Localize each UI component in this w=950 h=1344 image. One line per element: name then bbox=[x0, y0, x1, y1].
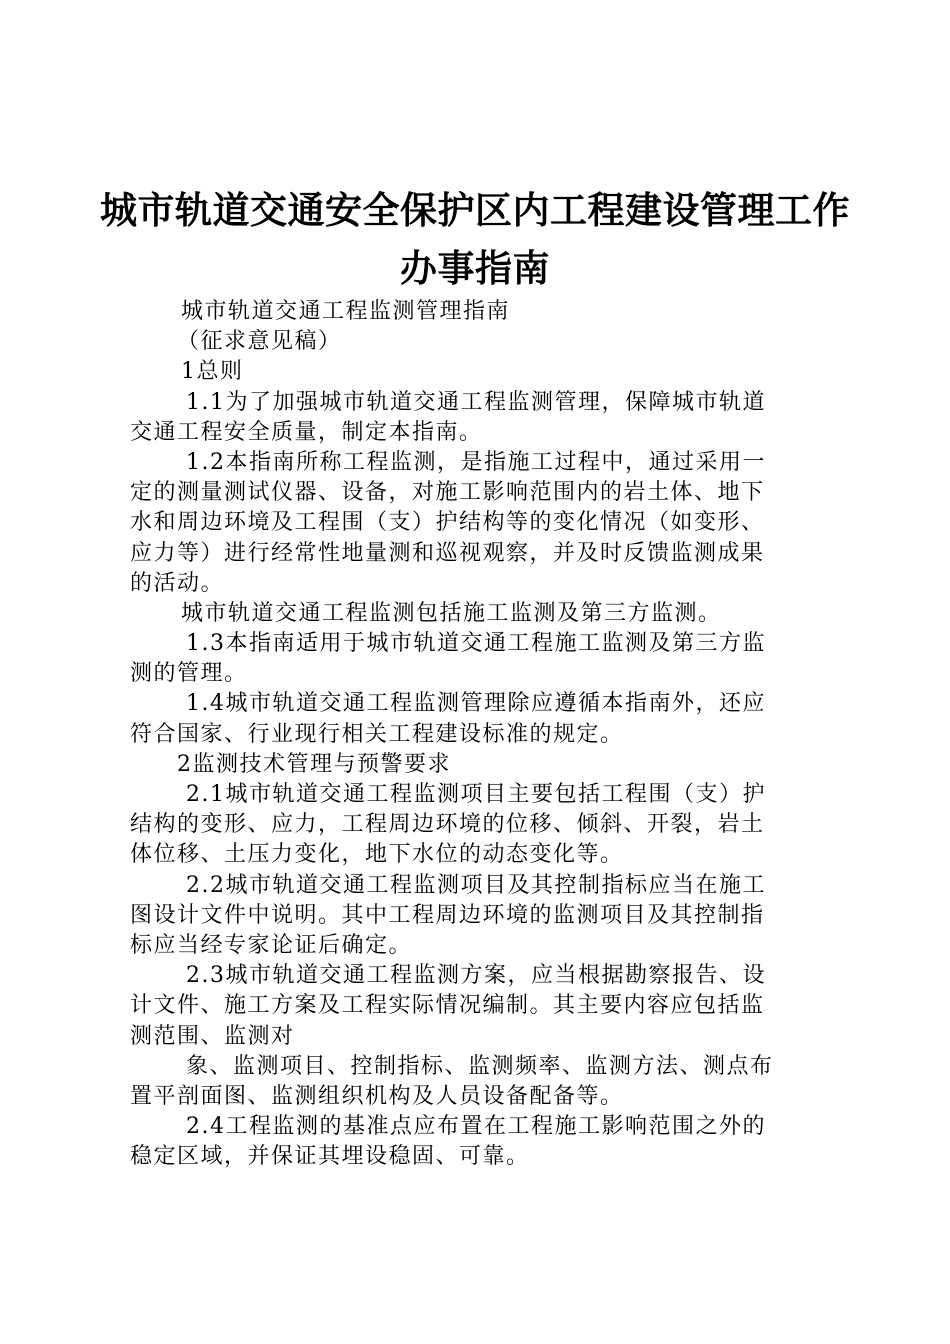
paragraph-line: 置平剖面图、监测组织机构及人员设备配备等。 bbox=[130, 1083, 624, 1109]
paragraph-line: 1.2本指南所称工程监测，是指施工过程中，通过采用一 bbox=[186, 449, 766, 475]
paragraph-line: 1.4城市轨道交通工程监测管理除应遵循本指南外，还应 bbox=[186, 691, 766, 717]
paragraph-line: 交通工程安全质量，制定本指南。 bbox=[130, 419, 483, 445]
paragraph-line: 1.1为了加强城市轨道交通工程监测管理，保障城市轨道 bbox=[186, 389, 766, 415]
paragraph-line: 城市轨道交通工程监测包括施工监测及第三方监测。 bbox=[181, 600, 722, 626]
paragraph-line: 2.1城市轨道交通工程监测项目主要包括工程围（支）护 bbox=[186, 782, 766, 807]
paragraph-line: 图设计文件中说明。其中工程周边环境的监测项目及其控制指 bbox=[130, 902, 765, 928]
paragraph-line: 测范围、监测对 bbox=[130, 1023, 295, 1049]
paragraph-line: 计文件、施工方案及工程实际情况编制。其主要内容应包括监 bbox=[130, 993, 765, 1019]
paragraph-line: 2.4工程监测的基准点应布置在工程施工影响范围之外的 bbox=[186, 1114, 766, 1140]
document-title-line-1: 城市轨道交通安全保护区内工程建设管理工作 bbox=[100, 189, 850, 232]
document-subtitle: 城市轨道交通工程监测管理指南 bbox=[181, 299, 511, 324]
paragraph-line: 体位移、土压力变化，地下水位的动态变化等。 bbox=[130, 842, 624, 868]
paragraph-line: 2.3城市轨道交通工程监测方案，应当根据勘察报告、设 bbox=[186, 963, 766, 989]
paragraph-line: 水和周边环境及工程围（支）护结构等的变化情况（如变形、 bbox=[130, 510, 765, 536]
paragraph-line: 符合国家、行业现行相关工程建设标准的规定。 bbox=[130, 721, 624, 747]
paragraph-line: 的活动。 bbox=[130, 570, 225, 596]
paragraph-line: 稳定区域，并保证其埋设稳固、可靠。 bbox=[130, 1144, 530, 1170]
draft-note: （征求意见稿） bbox=[177, 329, 342, 355]
paragraph-line: 标应当经专家论证后确定。 bbox=[130, 932, 413, 958]
document-body bbox=[130, 297, 830, 1172]
paragraph-line: 测的管理。 bbox=[130, 661, 248, 687]
paragraph-line: 结构的变形、应力，工程周边环境的位移、倾斜、开裂，岩土 bbox=[130, 812, 765, 838]
paragraph-line: 定的测量测试仪器、设备，对施工影响范围内的岩土体、地下 bbox=[130, 480, 765, 506]
paragraph-line: 2.2城市轨道交通工程监测项目及其控制指标应当在施工 bbox=[186, 872, 766, 898]
section-heading: 1总则 bbox=[181, 359, 244, 385]
paragraph-line: 1.3本指南适用于城市轨道交通工程施工监测及第三方监 bbox=[186, 631, 766, 657]
document-title-line-2: 办事指南 bbox=[400, 247, 550, 290]
section-heading: 2监测技术管理与预警要求 bbox=[177, 751, 451, 777]
paragraph-line: 应力等）进行经常性地量测和巡视观察，并及时反馈监测成果 bbox=[130, 540, 765, 566]
paragraph-line: 象、监测项目、控制指标、监测频率、监测方法、测点布 bbox=[186, 1053, 774, 1079]
